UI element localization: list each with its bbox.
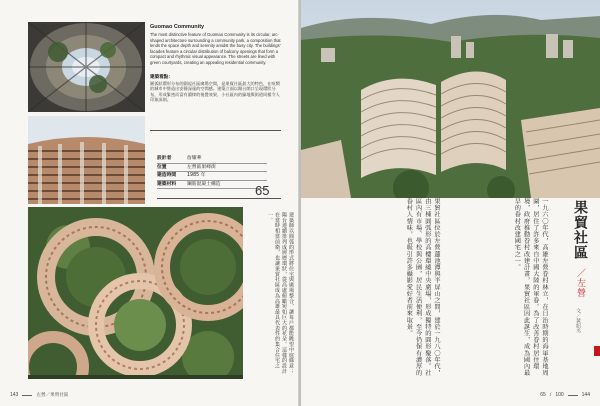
article-separator: / xyxy=(549,392,552,398)
article-author: 文／黃紹丞 xyxy=(575,308,581,333)
body-text-col-a: 一九六〇年代，高雄左營眷村林立，在日治時期的海軍基地周圍，居住了許多來自中國大陸的軍眷。為了改善眷村居住環境，政府推動眷村改建計畫，果貿社區因此誕生，成為國內最早的眷村改建國宅之一。 xyxy=(513,198,548,377)
info-row xyxy=(157,172,267,181)
body-text-col-b: 果貿社區位於左營蓮池潭與半屏山之間，建於一九八〇年代，由三棟圓弧形的高樓環繞中央廣場，形成獨特的圓形聚落。社區內有市場、學校與公園，居民生活便利，至今仍保有濃厚的眷村人情味，也吸引許多攝影愛好者前來取景。 xyxy=(405,198,440,377)
caption-divider xyxy=(150,130,281,131)
right-footer xyxy=(540,392,590,398)
body-text-left: 建築師以圓弧的形式將住宅與廣場整合，讓每戶都能眺望中庭綠意；陽台連續排列成層層環狀，從高處俯瞰宛如巨大的花朵。這樣的設計在當時相當前衛，也讓果貿社區成為高雄最具代表性的集合住宅之一。 xyxy=(267,212,294,374)
photo-looking-up xyxy=(28,22,145,112)
big-page-number: 65 xyxy=(255,183,270,198)
caption-en-body: The most distinctive feature of Guomao Community is its circular, arc-shaped architecture surrounding a community park, a composition that lends the space depth and serenity amidst the busy city. The buildings' facades feature a circular distribution of balcony openings that form a compact and rhythmic visual appearance. The streets are lined with green courtyards, creating an appealing residential community. xyxy=(150,32,281,65)
info-key: 建築材料 xyxy=(157,181,177,187)
caption-box xyxy=(150,18,281,136)
left-footer xyxy=(10,392,69,398)
footer-label: 左營／果貿社區 xyxy=(36,393,69,398)
info-key: 建造時間 xyxy=(157,173,177,179)
info-value: 鋼筋混凝土構造 xyxy=(187,181,221,187)
info-value: 詹耀華 xyxy=(187,156,202,161)
photo-aerial-rings xyxy=(28,207,243,379)
info-row xyxy=(157,181,267,190)
page-number: 144 xyxy=(581,392,590,398)
info-row xyxy=(157,155,267,164)
info-table xyxy=(157,155,267,189)
info-key: 設計者 xyxy=(157,156,172,161)
table-divider xyxy=(157,198,281,199)
info-value: 1985 年 xyxy=(187,173,206,179)
info-row xyxy=(157,164,267,173)
footer-rule xyxy=(568,395,578,396)
article-title: 果貿社區 xyxy=(572,200,588,260)
footer-rule xyxy=(22,395,32,396)
article-total: 100 xyxy=(555,392,564,398)
section-tab xyxy=(594,346,600,356)
info-value: 左營區果峰街 xyxy=(187,164,216,170)
article-number: 65 xyxy=(540,392,546,398)
page-number: 143 xyxy=(10,392,19,398)
photo-curved-facade xyxy=(28,116,145,204)
info-key: 位置 xyxy=(157,164,167,170)
caption-en-title: Guomao Community xyxy=(150,24,205,30)
photo-aerial-city xyxy=(301,0,600,198)
caption-zh-title: 建築看點： xyxy=(150,74,173,80)
right-page xyxy=(301,0,600,406)
article-subtitle: ／左營 xyxy=(575,268,585,298)
caption-zh-body: 圓弧狀環形分布的圍起社區廣場空間，是果貿社區最大的特色，在喧鬧的城市中營造出安靜深邃的空間感。建築立面以陽台開口呈現環狀分布，形成緊密而富有韻律的視覺效果，小社區內的綠地與街道同樣令人印象深刻。 xyxy=(150,80,280,103)
